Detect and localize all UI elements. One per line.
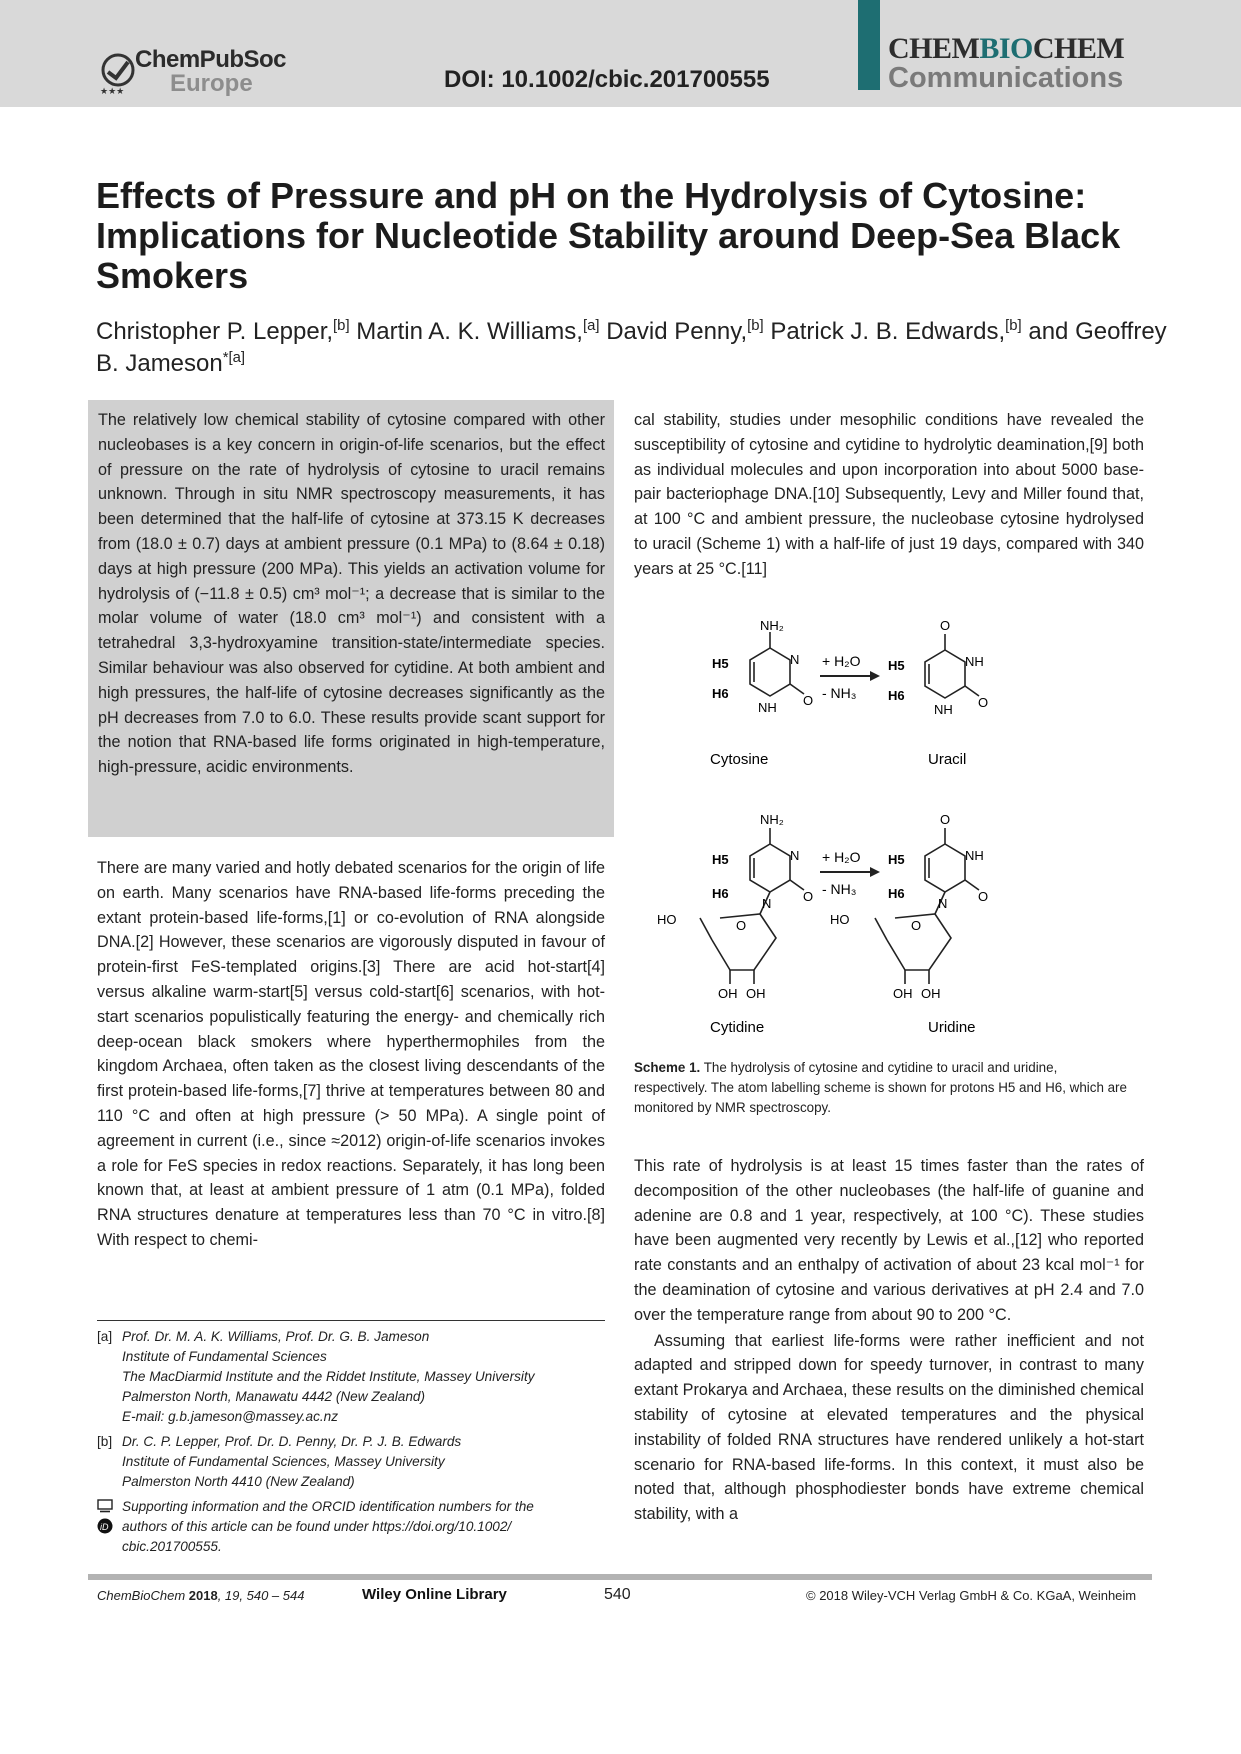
svg-text:H5: H5 <box>888 852 905 867</box>
journal-name: CHEMBIOCHEM <box>888 32 1125 65</box>
svg-text:OH: OH <box>921 986 941 1001</box>
right-column-bottom <box>634 1154 1144 1527</box>
abstract-box <box>88 400 614 837</box>
svg-text:N: N <box>790 652 800 667</box>
article-title: Effects of Pressure and pH on the Hydrolysis of Cytosine: Implications for Nucleotide Stability around Deep-Sea Black Smokers <box>96 175 1121 296</box>
svg-text:H6: H6 <box>712 886 729 901</box>
svg-text:H5: H5 <box>712 852 729 867</box>
svg-text:H6: H6 <box>888 688 905 703</box>
svg-text:NH: NH <box>934 702 953 717</box>
compound-name: Uracil <box>928 751 967 768</box>
svg-text:HO: HO <box>657 912 677 927</box>
article-type: Communications <box>888 62 1124 94</box>
svg-text:OH: OH <box>893 986 913 1001</box>
doi-link[interactable]: authors of this article can be found under https://doi.org/10.1002/ <box>122 1519 512 1534</box>
author: David Penny,[b] <box>606 318 764 345</box>
svg-text:+ H₂O: + H₂O <box>822 849 861 865</box>
scheme-caption: Scheme 1. The hydrolysis of cytosine and cytidine to uracil and uridine, respectively. The atom labelling scheme is shown for protons H5 and H6, which are monitored by NMR spectroscopy. <box>634 1060 1127 1115</box>
svg-text:H6: H6 <box>712 686 729 701</box>
reaction-arrow-top <box>820 671 880 681</box>
svg-text:+ H₂O: + H₂O <box>822 653 861 669</box>
svg-text:O: O <box>940 812 951 827</box>
copyright: © 2018 Wiley-VCH Verlag GmbH & Co. KGaA, Weinheim <box>806 1588 1137 1603</box>
left-column <box>97 856 605 1253</box>
svg-text:O: O <box>911 918 922 933</box>
svg-text:OH: OH <box>718 986 738 1001</box>
author: Geoffrey B. Jameson$^{*[a]}$ <box>96 318 1167 377</box>
svg-text:N: N <box>762 896 772 911</box>
svg-text:H5: H5 <box>712 656 729 671</box>
publisher-region: Europe <box>170 70 253 97</box>
svg-text:★★★: ★★★ <box>100 86 125 96</box>
svg-text:O: O <box>940 618 951 633</box>
svg-text:O: O <box>803 889 814 904</box>
citation: ChemBioChem 2018, 19, 540 – 544 <box>97 1588 305 1603</box>
right-column-top <box>634 408 1144 582</box>
svg-text:N: N <box>790 848 800 863</box>
author: Patrick J. B. Edwards,[b] <box>770 318 1022 345</box>
compound-name: Cytidine <box>710 1019 765 1036</box>
svg-text:iD: iD <box>100 1522 109 1532</box>
body-paragraph: cal stability, studies under mesophilic conditions have revealed the susceptibility of cytosine and cytidine to hydrolytic deamination,[9] both as individual molecules and upon incorporation into about 5000 base-pair bacteriophage DNA.[10] Subsequently, Levy and Miller found that, at 100 °C and ambient pressure, the nucleobase cytosine hydrolysed to uracil (Scheme 1) with a half-life of just 19 days, compared with 340 years at 25 °C.[11] <box>634 411 1144 578</box>
svg-text:N: N <box>938 896 948 911</box>
svg-text:HO: HO <box>830 912 850 927</box>
footer-divider <box>88 1574 1152 1580</box>
author-list: Christopher P. Lepper,[b] Martin A. K. Williams,[a] David Penny,[b] Patrick J. B. Edwards,[b] and Geoffrey B. Jameson$^{*[a]}$ <box>96 318 1167 377</box>
compound-name: Uridine <box>928 1019 976 1036</box>
publisher-name: ChemPubSoc <box>135 46 287 73</box>
accent-bar <box>858 0 880 90</box>
body-paragraph: There are many varied and hotly debated scenarios for the origin of life on earth. Many scenarios have RNA-based life-forms preceding the extant protein-based life-forms,[1] or co-evolution of RNA alongside DNA.[2] However, these scenarios are vigorously disputed in favour of protein-first FeS-templated origins.[3] There are acid hot-start[4] versus alkaline warm-start[5] versus cold-start[6] scenarios, with hot-start scenarios populistically featuring the energy- and chemically rich deep-ocean black smokers where hyperthermophiles from the kingdom Archaea, often taken as the closest living descendants of the first protein-based life-forms,[7] thrive at temperatures between 80 and 110 °C and often at high pressure (> 50 MPa). A single point of agreement in current (i.e., since ≈2012) origin-of-life scenarios invokes a role for FeS species in redox reactions. Separately, it has long been known that, at least at ambient pressure of 1 atm (0.1 MPa), folded RNA structures denature at temperatures less than 70 °C in vitro.[8] With respect to chemi- <box>97 859 605 1249</box>
svg-text:O: O <box>736 918 747 933</box>
reaction-arrow-bottom <box>820 867 880 877</box>
svg-text:- NH₃: - NH₃ <box>822 685 857 701</box>
author: Martin A. K. Williams,[a] <box>356 318 600 345</box>
computer-icon <box>97 1499 113 1513</box>
svg-text:O: O <box>803 693 814 708</box>
compound-name: Cytosine <box>710 751 769 768</box>
abstract-text: The relatively low chemical stability of cytosine compared with other nucleobases is a key concern in origin-of-life scenarios, but the effect of pressure on the rate of hydrolysis of cytosine to uracil remains unknown. Through in situ NMR spectroscopy measurements, it has been determined that the half-life of cytosine at 373.15 K decreases from (18.0 ± 0.7) days at ambient pressure (0.1 MPa) to (8.64 ± 0.18) days at high pressure (200 MPa). This yields an activation volume for hydrolysis of (−11.8 ± 0.5) cm³ mol⁻¹; a decrease that is similar to the molar volume of water (18.0 cm³ mol⁻¹) and consistent with a tetrahedral 3,3-hydroxyamine transition-state/intermediate species. Similar behaviour was also observed for cytidine. At both ambient and high pressures, the half-life of cytosine decreases significantly as the pH decreases from 7.0 to 6.0. These results provide scant support for the notion that RNA-based life forms originated in high-temperature, high-pressure, acidic environments. <box>98 411 605 777</box>
orcid-icon <box>97 1518 113 1534</box>
svg-text:NH: NH <box>758 700 777 715</box>
svg-text:- NH₃: - NH₃ <box>822 881 857 897</box>
page-number: 540 <box>604 1586 631 1603</box>
email-link[interactable]: E-mail: g.b.jameson@massey.ac.nz <box>122 1409 339 1424</box>
svg-text:H6: H6 <box>888 886 905 901</box>
footnote-divider <box>97 1320 605 1321</box>
body-paragraph: This rate of hydrolysis is at least 15 times faster than the rates of decomposition of the other nucleobases (the half-life of guanine and adenine are 0.8 and 1 year, respectively, at 100 °C). These studies have been augmented very recently by Lewis et al.,[12] who reported rate constants and an enthalpy of activation of about 23 kcal mol⁻¹ for the deamination of cytosine and various derivatives at pH 2.4 and 7.0 over the temperature range from about 90 to 200 °C. <box>634 1157 1144 1324</box>
doi[interactable]: DOI: 10.1002/cbic.201700555 <box>444 66 770 93</box>
reaction-scheme <box>657 618 1120 1048</box>
svg-text:NH: NH <box>965 654 984 669</box>
svg-text:NH: NH <box>965 848 984 863</box>
svg-text:NH₂: NH₂ <box>760 812 784 827</box>
body-paragraph: Assuming that earliest life-forms were rather inefficient and not adapted and stripped down for speedy turnover, in contrast to many extant Prokarya and Archaea, these results on the diminished chemical stability of cytosine at elevated temperatures and the physical instability of folded RNA structures have rendered unlikely a hot-start scenario for RNA-based life-forms. In this context, it must also be noted that, although phosphodiester bonds have extreme chemical stability, with a <box>634 1331 1144 1524</box>
author: Christopher P. Lepper,[b] <box>96 318 350 345</box>
svg-text:O: O <box>978 889 989 904</box>
svg-text:OH: OH <box>746 986 766 1001</box>
wiley-online-library-link[interactable]: Wiley Online Library <box>362 1586 507 1603</box>
svg-text:NH₂: NH₂ <box>760 618 784 633</box>
svg-text:O: O <box>978 695 989 710</box>
svg-text:H5: H5 <box>888 658 905 673</box>
